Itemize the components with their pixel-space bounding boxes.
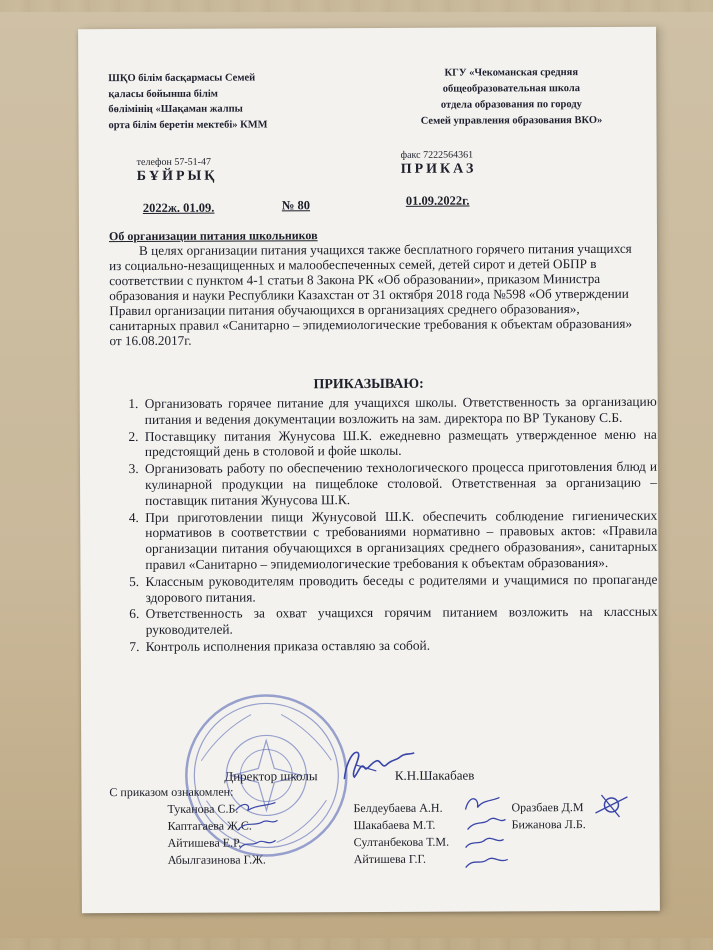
staff-name: Бижанова Л.Б. bbox=[511, 817, 586, 832]
staff-name: Туканова С.Б. bbox=[167, 801, 239, 816]
staff-name: Айтишева Е.Р. bbox=[167, 835, 242, 850]
order-item: 1. Организовать горячее питание для учащихся школы. Ответственность за организацию питания и ведения документации возложить на зам. директора по ВР Туканову С.Б. bbox=[142, 394, 657, 428]
header-right-line: КГУ «Чекоманская средняя bbox=[444, 67, 579, 79]
order-document bbox=[78, 27, 660, 914]
header-right-line: общеобразовательная школа bbox=[442, 83, 581, 95]
staff-signatures-col-2 bbox=[459, 789, 509, 875]
preamble bbox=[109, 241, 639, 348]
table-bottom-edge bbox=[0, 938, 713, 950]
staff-name: Абылгазинова Г.Ж. bbox=[167, 852, 266, 867]
order-item: 3. Организовать работу по обеспечению технологического процесса приготовления блюд и кулинарной продукции на пищеблоке столовой. Ответственная за организацию – поставщик питания Жунусова Ш.К. bbox=[142, 459, 657, 509]
staff-name: Айтишева Г.Г. bbox=[353, 851, 427, 867]
staff-name: Оразбаев Д.М bbox=[511, 800, 584, 815]
order-items bbox=[120, 394, 658, 656]
date-russian: 01.09.2022г. bbox=[405, 193, 470, 208]
order-item: 7. Контроль исполнения приказа оставляю за собой. bbox=[143, 637, 658, 655]
title-kazakh: БҰЙРЫҚ bbox=[136, 168, 218, 185]
order-word: ПРИКАЗЫВАЮ: bbox=[313, 376, 424, 393]
staff-name: Каптагаева Ж.С. bbox=[167, 818, 252, 833]
phone: телефон 57-51-47 bbox=[136, 156, 212, 169]
acknowledged-col-2 bbox=[353, 800, 449, 868]
title-russian: ПРИКАЗ bbox=[400, 161, 477, 177]
director-name: К.Н.Шакабаев bbox=[394, 767, 475, 783]
acknowledged-col-3 bbox=[511, 799, 585, 833]
director-role: Директор школы bbox=[224, 768, 318, 784]
order-topic: Об организации питания школьников bbox=[108, 228, 318, 244]
header-right-line: отдела образования по городу bbox=[440, 99, 582, 111]
header-right-line: Семей управления образования ВКО» bbox=[420, 114, 603, 127]
preamble-text: В целях организации питания учащихся также бесплатного горячего питания учащихся из социально-незащищенных и малообеспеченных семей, детей сирот и детей ОБПР в соответствии с пунктом 4-1 статьи 8 Закона РК «Об образовании», приказом Министра образования и науки Республики Казахстан от 31 октября 2018 года №598 «Об утверждении Правил организации питания обучающихся в организациях среднего образования», санитарных правил «Санитарно – эпидемиологические требования к объектам образования» от 16.08.2017г. bbox=[109, 240, 633, 349]
order-item: 6. Ответственность за охват учащихся горячим питанием возложить на классных руководителей. bbox=[143, 604, 658, 638]
order-item: 5. Классным руководителям проводить беседы с родителями и учащимися по пропаганде здорового питания. bbox=[142, 572, 657, 606]
staff-signature-col-3 bbox=[591, 791, 631, 821]
date-kazakh: 2022ж. 01.09. bbox=[142, 200, 215, 215]
order-item: 2. Поставщику питания Жунусова Ш.К. ежедневно размещать утвержденное меню на предстоящий день в столовой и фойе школы. bbox=[142, 426, 657, 460]
fax: факс 7222564361 bbox=[400, 149, 474, 161]
header-left-line: орта білім беретін мектебі» КММ bbox=[108, 118, 268, 131]
header-kazakh bbox=[108, 70, 267, 133]
acknowledged-label: С приказом ознакомлен: bbox=[109, 784, 234, 800]
signature-block bbox=[224, 768, 474, 785]
staff-name: Султанбекова Т.М. bbox=[353, 834, 450, 850]
order-number: № 80 bbox=[281, 198, 311, 213]
table-top-edge bbox=[0, 0, 713, 12]
header-left-line: қаласы бойынша білім bbox=[108, 88, 218, 100]
staff-name: Белдеубаева А.Н. bbox=[353, 800, 443, 816]
order-item: 4. При приготовлении пищи Жунусовой Ш.К. обеспечить соблюдение гигиенических нормативов в соответствии с требованиями нормативно – правовых актов: «Правила организации питания обучающихся в организациях среднего образования», санитарных правил «Санитарно – эпидемиологические требования к объектам образования». bbox=[142, 507, 657, 572]
header-russian bbox=[380, 65, 642, 130]
staff-name: Шакабаева М.Т. bbox=[353, 817, 436, 833]
header-left-line: бөлімінің «Шақаман жалпы bbox=[108, 103, 243, 116]
staff-signatures-col-1 bbox=[231, 796, 281, 866]
header-left-line: ШҚО білім басқармасы Семей bbox=[108, 72, 256, 85]
